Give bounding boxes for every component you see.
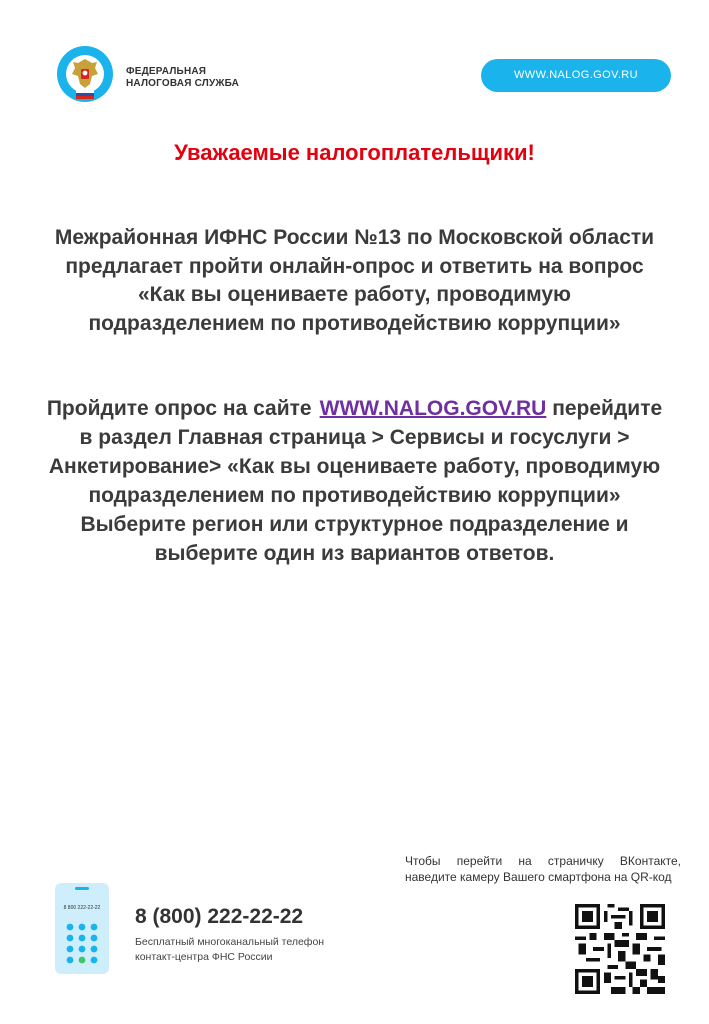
qr-caption: Чтобы перейти на страничку ВКонтакте, наведите камеру Вашего смартфона на QR-код xyxy=(405,854,681,884)
survey-site-link[interactable]: WWW.NALOG.GOV.RU xyxy=(319,397,547,420)
greeting-heading: Уважаемые налогоплательщики! xyxy=(174,140,535,165)
site-link-button[interactable]: WWW.NALOG.GOV.RU xyxy=(481,59,671,92)
instructions-prefix: Пройдите опрос на сайте xyxy=(46,397,312,420)
phone-icon xyxy=(55,883,109,974)
hotline-description xyxy=(135,935,324,965)
hotline-number[interactable]: 8 (800) 222-22-22 xyxy=(135,905,304,928)
hotline-description-line1: Бесплатный многоканальный телефон xyxy=(135,936,325,948)
org-name xyxy=(126,66,239,90)
org-name-line2: НАЛОГОВАЯ СЛУЖБА xyxy=(126,78,240,89)
fns-emblem-icon xyxy=(56,44,114,104)
instructions-paragraph xyxy=(40,394,669,568)
qr-code-icon[interactable] xyxy=(570,904,670,994)
phone-icon-number: 8 800 222-22-22 xyxy=(63,905,101,911)
org-name-line1: ФЕДЕРАЛЬНАЯ xyxy=(126,66,207,77)
header xyxy=(0,0,709,120)
instructions-body: перейдите в раздел Главная страница > Сервисы и госуслуги > Анкетирование> «Как вы оцениваете работу, проводимую подразделением по противодействию коррупции» Выберите регион или структурное подразделение и выберите один из вариантов ответов. xyxy=(48,397,663,565)
hotline-description-line2: контакт-центра ФНС России xyxy=(135,951,273,963)
main-paragraph: Межрайонная ИФНС России №13 по Московской области предлагает пройти онлайн-опрос и ответить на вопрос «Как вы оцениваете работу, проводимую подразделением по противодействию коррупции» xyxy=(54,226,655,335)
